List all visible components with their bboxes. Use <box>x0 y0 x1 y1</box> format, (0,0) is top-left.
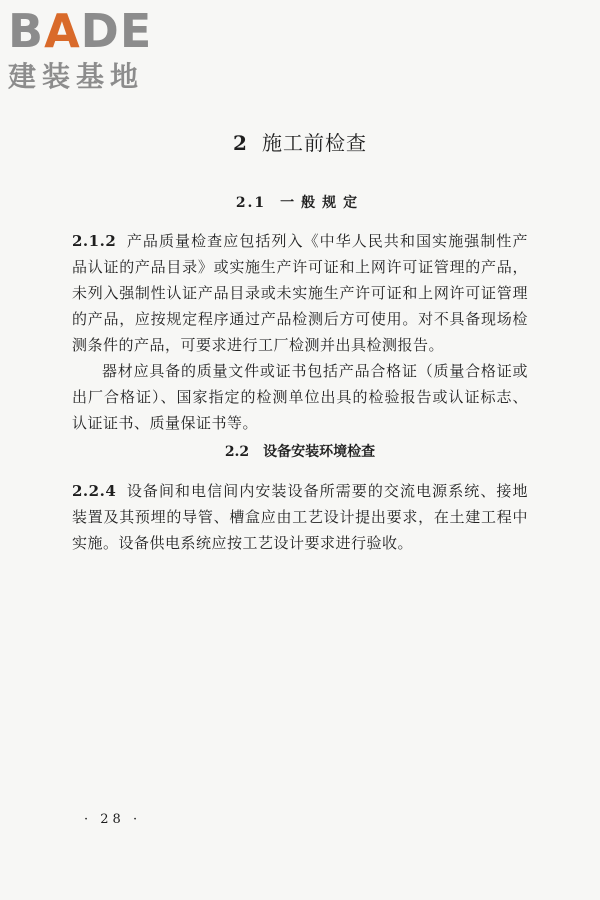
clause-number: 2.2.4 <box>72 482 117 500</box>
logo-wordmark: BADE <box>8 4 153 58</box>
chapter-heading <box>0 127 600 156</box>
section-heading <box>0 192 600 212</box>
clause-paragraph <box>72 228 528 358</box>
section-number: 2.1 <box>235 195 267 211</box>
section-number: 2.2 <box>224 444 250 460</box>
page-number: · 28 · <box>84 812 142 827</box>
paragraph <box>72 358 528 436</box>
clause-number: 2.1.2 <box>72 232 117 250</box>
chapter-title: 施工前检查 <box>261 131 367 155</box>
section-title: 设备安装环境检查 <box>263 444 376 460</box>
bade-logo <box>8 6 178 94</box>
logo-subtitle: 建装基地 <box>8 60 145 93</box>
paragraph-text: 设备间和电信间内安装设备所需要的交流电源系统、接地装置及其预埋的导管、槽盒应由工艺设计提出要求，在土建工程中实施。设备供电系统应按工艺设计要求进行验收。 <box>72 482 528 552</box>
logo-accent-letter: A <box>44 4 81 58</box>
paragraph-text: 器材应具备的质量文件或证书包括产品合格证（质量合格证或出厂合格证）、国家指定的检测单位出具的检验报告或认证标志、认证证书、质量保证书等。 <box>72 362 528 432</box>
section-title: 一般规定 <box>280 195 365 211</box>
section-heading <box>0 441 600 461</box>
paragraph-text: 产品质量检查应包括列入《中华人民共和国实施强制性产品认证的产品目录》或实施生产许可证和上网许可证管理的产品，未列入强制性认证产品目录或未实施生产许可证和上网许可证管理的产品，应按规定程序通过产品检测后方可使用。对不具备现场检测条件的产品，可要求进行工厂检测并出具检测报告。 <box>72 232 528 354</box>
clause-paragraph <box>72 478 528 556</box>
chapter-number: 2 <box>233 131 248 155</box>
